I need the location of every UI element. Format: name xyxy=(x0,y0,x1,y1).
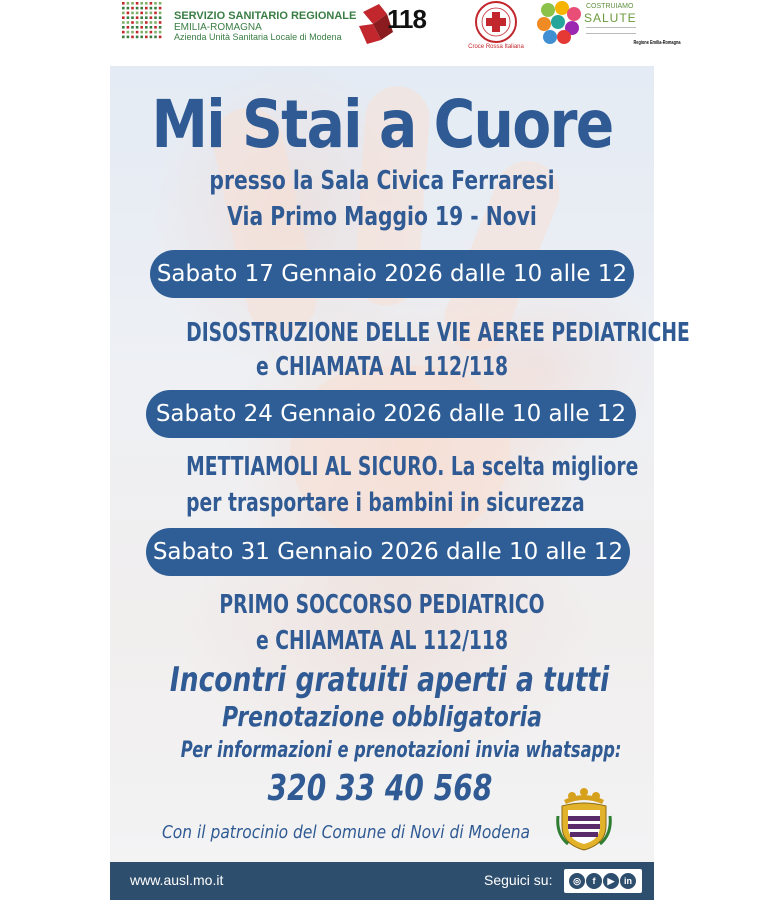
logo-118-caption: Regione Emilia-Romagna xyxy=(633,40,681,46)
event-topic-3-line-1: PRIMO SOCCORSO PEDIATRICO xyxy=(219,590,545,620)
linkedin-icon[interactable]: in xyxy=(620,873,636,889)
event-topic-1-line-2: e CHIAMATA AL 112/118 xyxy=(256,352,508,382)
poster-title: Mi Stai a Cuore xyxy=(151,86,613,163)
costruiamo-divider xyxy=(586,27,636,34)
instagram-icon[interactable]: ◎ xyxy=(569,873,585,889)
novi-di-modena-crest-icon xyxy=(556,786,612,852)
ssr-line-1: SERVIZIO SANITARIO REGIONALE xyxy=(174,10,357,22)
logo-118-number: 118 xyxy=(387,4,426,34)
ssr-line-2: EMILIA-ROMAGNA xyxy=(174,22,262,34)
event-topic-1-line-1: DISOSTRUZIONE DELLE VIE AEREE PEDIATRICHE xyxy=(186,318,690,348)
whatsapp-phone-number[interactable]: 320 33 40 568 xyxy=(267,768,493,809)
event-topic-2-line-2: per trasportare i bambini in sicurezza xyxy=(186,488,585,518)
event-topic-3-line-2: e CHIAMATA AL 112/118 xyxy=(256,626,508,656)
costruiamo-salute-logo xyxy=(536,0,636,46)
event-date-3: Sabato 31 Gennaio 2026 dalle 10 alle 12 xyxy=(146,528,630,576)
costruiamo-line-2: SALUTE xyxy=(584,11,637,25)
location-line-1: presso la Sala Civica Ferraresi xyxy=(209,166,555,196)
free-meetings-text: Incontri gratuiti aperti a tutti xyxy=(169,660,610,700)
event-date-1: Sabato 17 Gennaio 2026 dalle 10 alle 12 xyxy=(150,250,634,298)
event-topic-2-line-1: METTIAMOLI AL SICURO. La scelta migliore xyxy=(186,452,639,482)
croce-rossa-logo xyxy=(468,0,524,54)
youtube-icon[interactable]: ▶ xyxy=(603,873,619,889)
booking-required-text: Prenotazione obbligatoria xyxy=(222,700,542,733)
website-link[interactable]: www.ausl.mo.it xyxy=(130,872,224,888)
ssr-emilia-romagna-logo xyxy=(122,2,164,42)
costruiamo-line-1: COSTRUIAMO xyxy=(586,3,634,10)
ssr-logo-text xyxy=(174,10,356,43)
location-line-2: Via Primo Maggio 19 - Novi xyxy=(227,202,537,232)
follow-us-label: Seguici su: xyxy=(484,872,553,888)
costruiamo-salute-icon xyxy=(536,0,584,46)
event-poster xyxy=(110,66,690,862)
event-date-2: Sabato 24 Gennaio 2026 dalle 10 alle 12 xyxy=(146,390,636,438)
social-icons-box xyxy=(564,869,642,893)
cri-caption: Croce Rossa Italiana xyxy=(468,44,524,50)
ssr-line-3: Azienda Unità Sanitaria Locale di Modena xyxy=(174,32,342,43)
info-text: Per informazioni e prenotazioni invia whatsapp: xyxy=(180,738,622,763)
red-cross-icon xyxy=(468,0,524,44)
patronage-text: Con il patrocinio del Comune di Novi di Modena xyxy=(161,822,531,843)
footer-bar xyxy=(110,862,654,900)
facebook-icon[interactable]: f xyxy=(586,873,602,889)
